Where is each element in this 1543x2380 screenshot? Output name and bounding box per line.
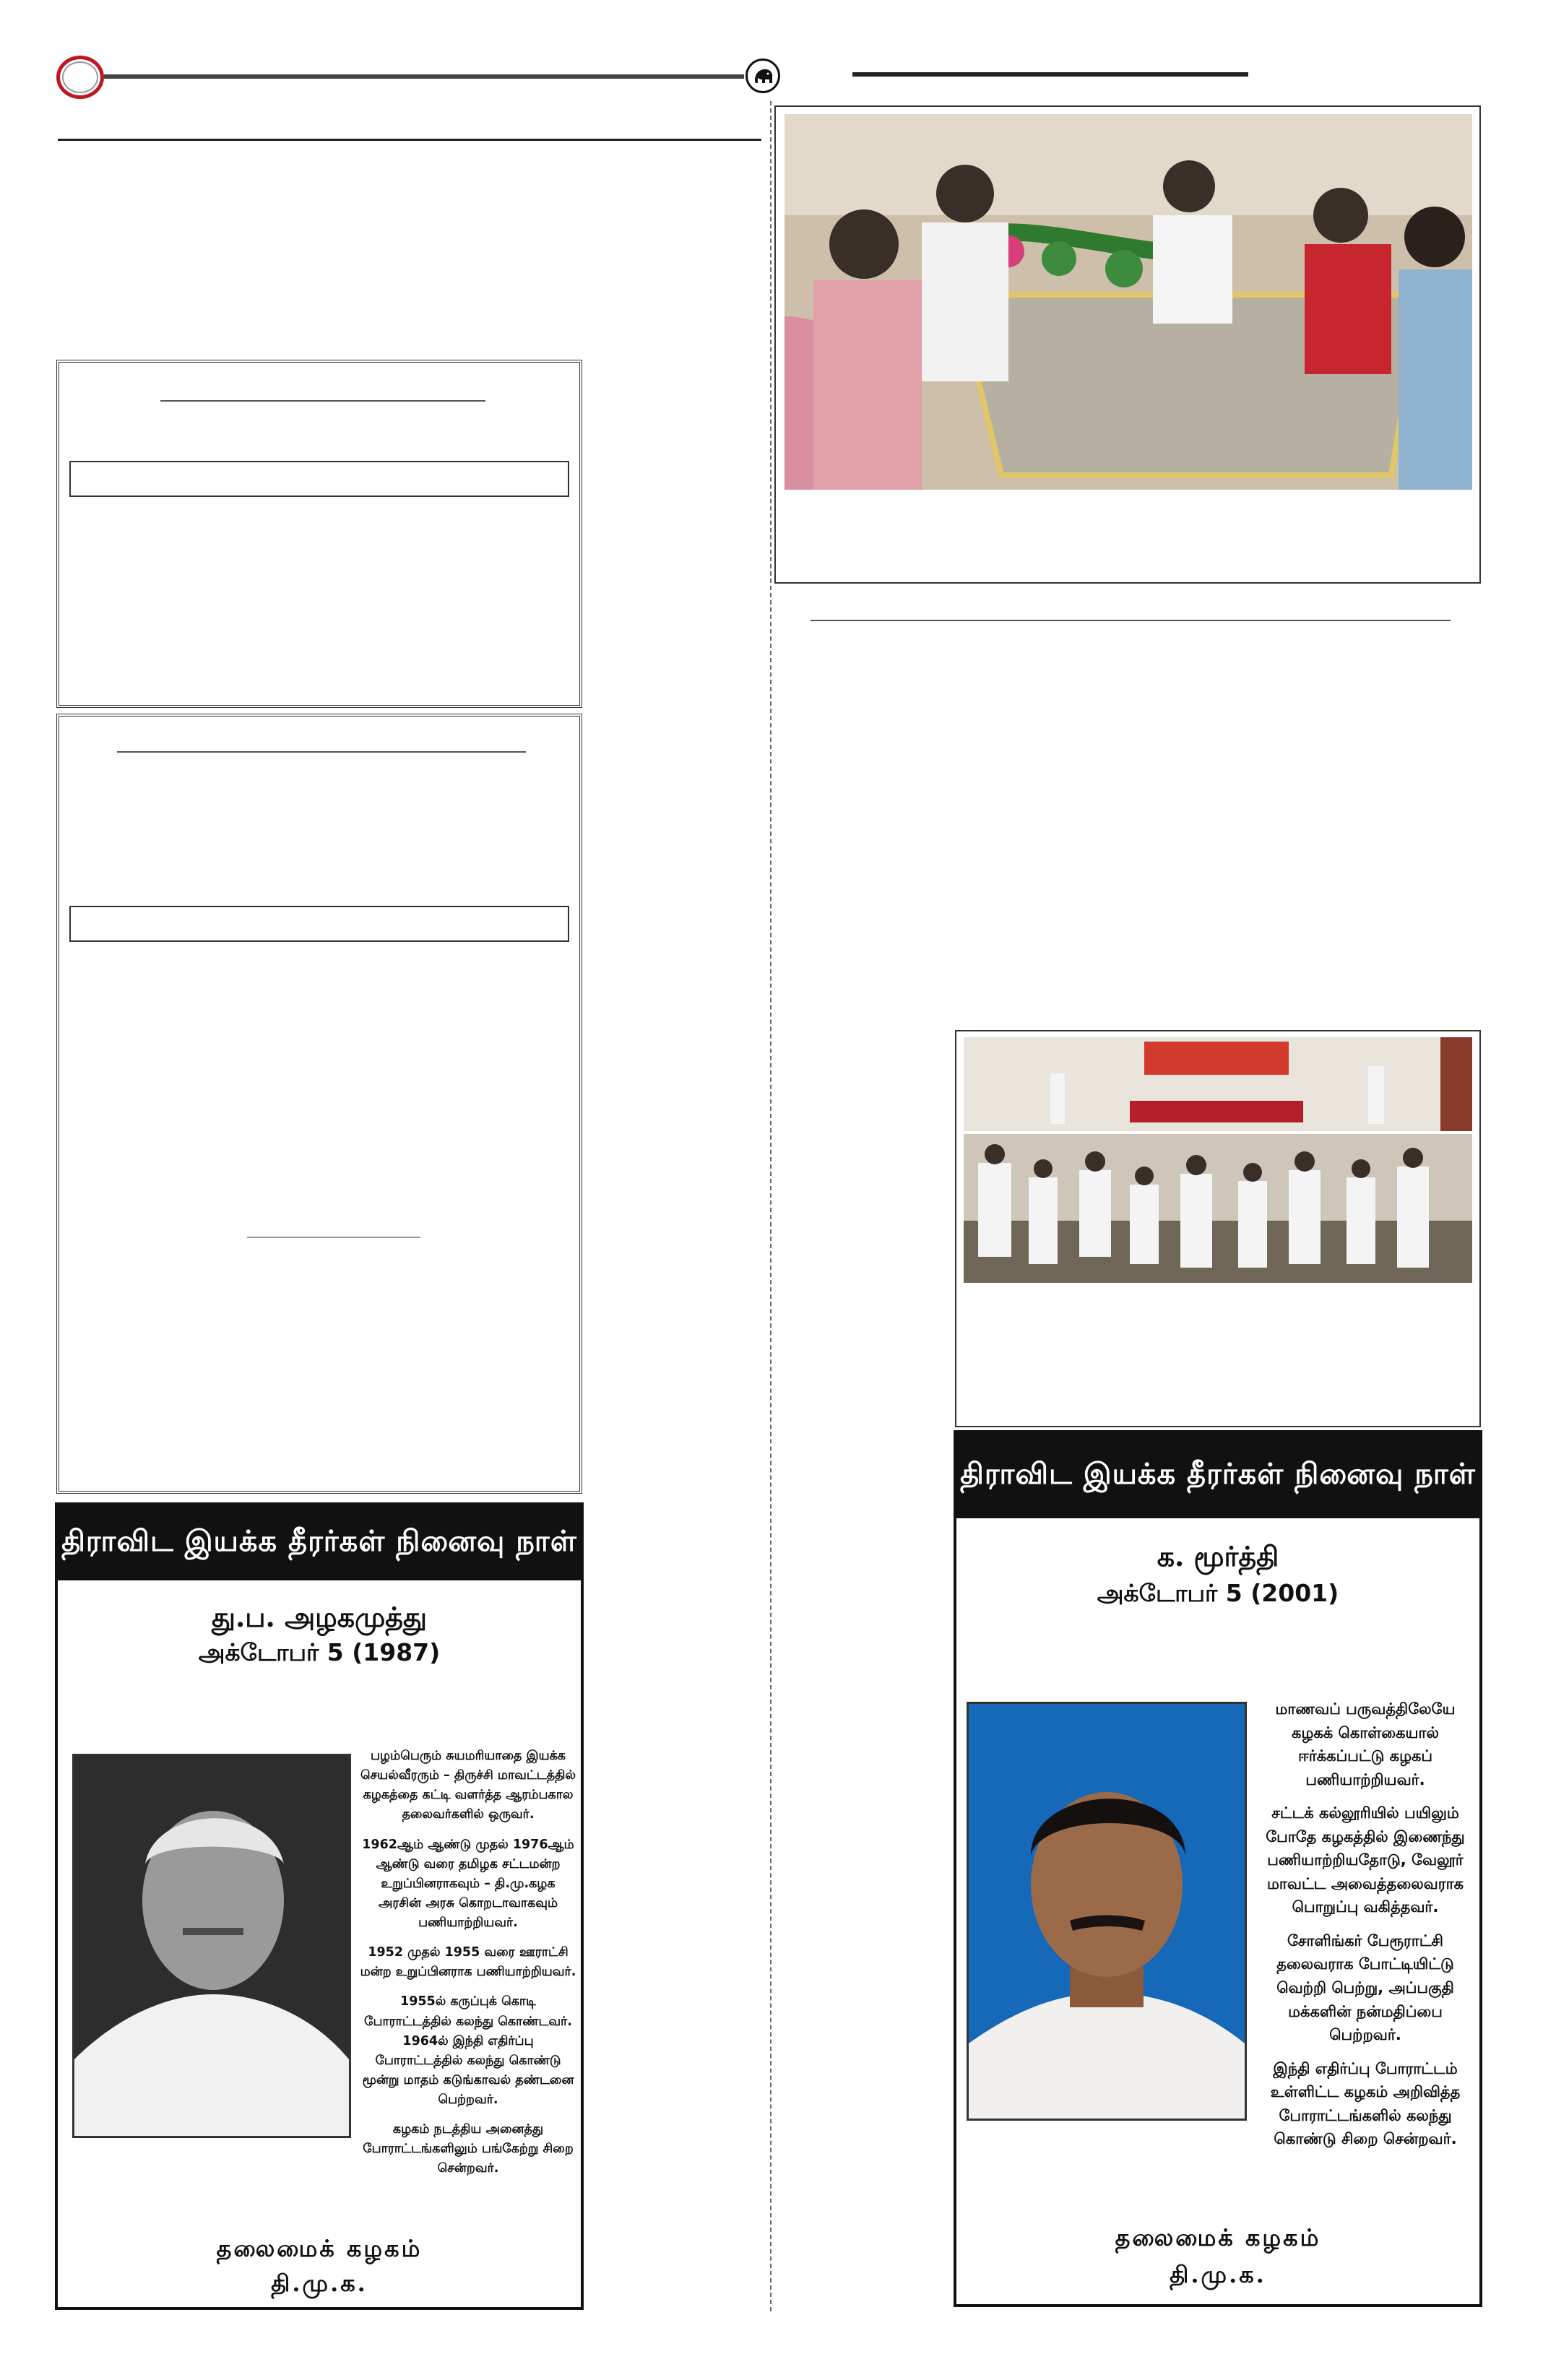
- bio-paragraph: மாணவப் பருவத்திலேயே கழகக் கொள்கையால் ஈர்க்கப்பட்டு கழகப் பணியாற்றியவர்.: [1275, 1700, 1456, 1788]
- signature-line-1: தலைமைக் கழகம்: [1115, 2224, 1321, 2251]
- bio-paragraph: 1955ல் கருப்புக் கொடி போராட்டத்தில் கலந்து கொண்டவர். 1964ல் இந்தி எதிர்ப்பு போராட்டத்தில் கலந்து கொண்டு மூன்று மாதம் கடுங்காவல் தண்டனை பெற்றவர்.: [362, 1994, 574, 2107]
- signature-line-1: தலைமைக் கழகம்: [216, 2235, 423, 2262]
- notice-box-2-caption-bar: [69, 906, 569, 942]
- right-section-rule: [811, 620, 1451, 621]
- portrait-photo: [967, 1702, 1247, 2121]
- bio-paragraph: 1952 முதல் 1955 வரை ஊராட்சி மன்ற உறுப்பினராக பணியாற்றியவர்.: [360, 1945, 576, 1980]
- memorial-heading: திராவிட இயக்க தீரர்கள் நினைவு நாள்: [956, 1433, 1479, 1518]
- bio-paragraph: சோளிங்கர் பேரூராட்சி தலைவராக போட்டியிட்டு வெற்றி பெற்று, அப்பகுதி மக்களின் நன்மதிப்பை பெற்றவர்.: [1276, 1931, 1454, 2044]
- notice-box-1: [56, 360, 582, 708]
- page-masthead: [51, 54, 773, 98]
- meeting-photo-top: [964, 1037, 1472, 1131]
- news-photo-box-1: [774, 105, 1481, 584]
- signature-line-2: தி.மு.க.: [1170, 2261, 1266, 2288]
- left-column-top-rule: [58, 139, 761, 141]
- meeting-photo-bottom: [964, 1134, 1472, 1283]
- memorial-heading: திராவிட இயக்க தீரர்கள் நினைவு நாள்: [58, 1505, 581, 1580]
- page-number-circle: [56, 56, 104, 99]
- masthead-rule: [104, 74, 744, 79]
- news-photo-box-2: [955, 1030, 1481, 1427]
- memorial-date: அக்டோபர் 5 (2001): [1097, 1579, 1339, 1607]
- elephant-emblem-icon: [745, 59, 780, 93]
- notice-box-1-title-rule: [160, 400, 485, 402]
- signature-line-2: தி.மு.க.: [271, 2269, 368, 2297]
- funeral-photo: [785, 114, 1472, 490]
- memorial-bio: [360, 1747, 576, 2189]
- bio-paragraph: 1962ஆம் ஆண்டு முதல் 1976ஆம் ஆண்டு வரை தமிழக சட்டமன்ற உறுப்பினராகவும் – தி.மு.கழக அரசின் அரசு கொறடாவாகவும் பணியாற்றியவர்.: [362, 1837, 574, 1930]
- bio-paragraph: சட்டக் கல்லூரியில் பயிலும் போதே கழகத்தில் இணைந்து பணியாற்றியதோடு, வேலூர் மாவட்ட அவைத்தலைவராக பொறுப்பு வகித்தவர்.: [1266, 1804, 1465, 1916]
- notice-box-2-inner-rule: [247, 1237, 420, 1238]
- portrait-photo: [72, 1754, 351, 2138]
- memorial-card-right: [954, 1430, 1482, 2307]
- bio-paragraph: கழகம் நடத்திய அனைத்து போராட்டங்களிலும் பங்கேற்று சிறை சென்றவர்.: [363, 2122, 574, 2176]
- column-divider: [770, 101, 772, 2311]
- bio-paragraph: இந்தி எதிர்ப்பு போராட்டம் உள்ளிட்ட கழகம் அறிவித்த போராட்டங்களில் கலந்து கொண்டு சிறை சென்றவர்.: [1270, 2059, 1461, 2148]
- notice-box-1-caption-bar: [69, 461, 569, 497]
- memorial-name: து.ப. அழகமுத்து: [212, 1601, 427, 1633]
- bio-paragraph: பழம்பெரும் சுயமரியாதை இயக்க செயல்வீரரும் – திருச்சி மாவட்டத்தில் கழகத்தை கட்டி வளர்த்த ஆரம்பகால தலைவர்களில் ஒருவர்.: [360, 1749, 576, 1822]
- right-header-rule: [852, 72, 1248, 77]
- memorial-name: க. மூர்த்தி: [1157, 1540, 1279, 1572]
- notice-box-2-title-rule: [117, 751, 526, 753]
- memorial-bio: [1254, 1697, 1477, 2161]
- notice-box-2: [56, 714, 582, 1494]
- memorial-card-left: [55, 1502, 584, 2310]
- memorial-date: அக்டோபர் 5 (1987): [198, 1638, 441, 1666]
